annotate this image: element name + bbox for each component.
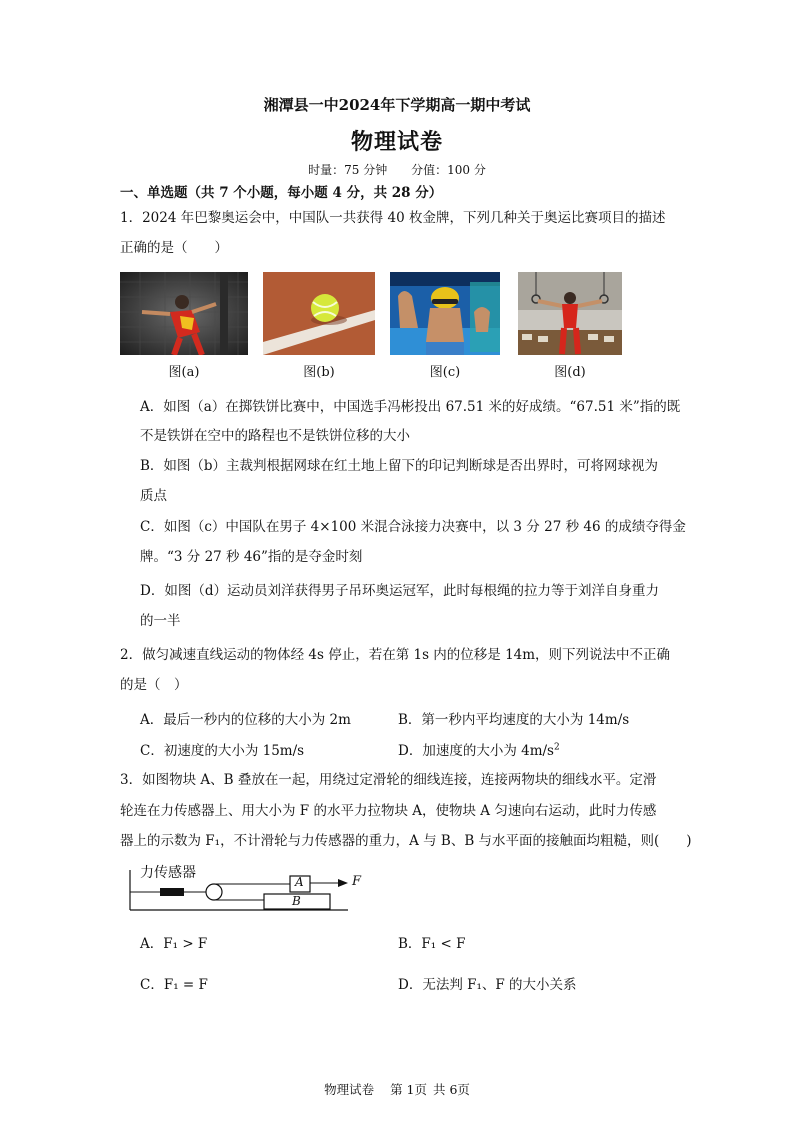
q3-option-d: D．无法判 F₁、F 的大小关系 <box>398 977 577 993</box>
caption-b: 图(b) <box>303 365 335 380</box>
q1-option-a-line1: A．如图（a）在掷铁饼比赛中，中国选手冯彬投出 67.51 米的好成绩。“67.51 米”指的既 <box>140 399 681 415</box>
exam-meta <box>0 161 794 178</box>
q2-option-b: B．第一秒内平均速度的大小为 14m/s <box>398 712 630 728</box>
force-sensor-label: 力传感器 <box>140 865 196 881</box>
q2-option-c: C．初速度的大小为 15m/s <box>140 743 305 759</box>
q3-option-a: A．F₁ > F <box>140 936 208 952</box>
q1-option-c-line2: 牌。“3 分 27 秒 46”指的是夺金时刻 <box>140 549 363 565</box>
page-footer <box>0 1080 794 1098</box>
caption-c: 图(c) <box>429 365 461 380</box>
q3-stem-line1: 3．如图物块 A、B 叠放在一起，用绕过定滑轮的细线连接，连接两物块的细线水平。定滑 <box>120 772 657 788</box>
exam-time: 时量：75 分钟 <box>308 163 388 177</box>
photo-discus-thrower <box>120 272 248 355</box>
q2-stem-line2: 的是（ ） <box>120 677 188 693</box>
q3-option-c: C．F₁ = F <box>140 977 208 993</box>
q2-stem-line1: 2．做匀减速直线运动的物体经 4s 停止，若在第 1s 内的位移是 14m，则下列说法中不正确 <box>120 647 671 663</box>
caption-a: 图(a) <box>168 365 200 380</box>
q1-option-c-line1: C．如图（c）中国队在男子 4×100 米混合泳接力决赛中，以 3 分 27 秒 46 的成绩夺得金 <box>140 519 686 535</box>
q1-option-b-line2: 质点 <box>140 488 167 504</box>
q2-option-d <box>398 739 560 759</box>
q1-option-b-line1: B．如图（b）主裁判根据网球在红土地上留下的印记判断球是否出界时，可将网球视为 <box>140 458 659 474</box>
exam-score: 分值：100 分 <box>411 163 486 177</box>
caption-d: 图(d) <box>554 365 586 380</box>
block-a-label: A <box>295 875 304 889</box>
photo-tennis-ball <box>263 272 375 355</box>
q3-stem-line3: 器上的示数为 F₁，不计滑轮与力传感器的重力，A 与 B、B 与水平面的接触面均粗糙，则( ) <box>120 833 692 849</box>
force-f-label: F <box>352 874 362 889</box>
q2-option-d-exponent: 2 <box>553 742 560 753</box>
q3-option-b: B．F₁ < F <box>398 936 466 952</box>
footer-subject: 物理试卷 <box>324 1082 375 1097</box>
school-title: 湘潭县一中2024年下学期高一期中考试 <box>263 96 531 114</box>
q1-stem-line2: 正确的是（ ） <box>120 240 228 256</box>
photo-swimmer <box>390 272 500 355</box>
pulley-force-diagram <box>126 862 366 918</box>
footer-page-number: 第 1页 <box>390 1082 427 1097</box>
q1-option-a-line2: 不是铁饼在空中的路程也不是铁饼位移的大小 <box>140 428 410 444</box>
block-b-label: B <box>292 894 301 908</box>
q1-option-d-line2: 的一半 <box>140 613 181 629</box>
q1-option-d-line1: D．如图（d）运动员刘洋获得男子吊环奥运冠军，此时每根绳的拉力等于刘洋自身重力 <box>140 583 659 599</box>
footer-total-pages: 共 6页 <box>433 1082 470 1097</box>
q2-option-d-text: D．加速度的大小为 4m/s <box>398 743 554 759</box>
q1-stem-line1: 1．2024 年巴黎奥运会中，中国队一共获得 40 枚金牌，下列几种关于奥运比赛项目的描述 <box>120 210 666 226</box>
q3-stem-line2: 轮连在力传感器上、用大小为 F 的水平力拉物块 A，使物块 A 匀速向右运动，此时力传感 <box>120 803 657 819</box>
section-title: 一、单选题（共 7 个小题，每小题 4 分，共 28 分） <box>120 185 443 201</box>
subject-title: 物理试卷 <box>350 129 443 155</box>
q2-option-a: A．最后一秒内的位移的大小为 2m <box>140 712 351 728</box>
photo-gymnast-rings <box>518 272 622 355</box>
